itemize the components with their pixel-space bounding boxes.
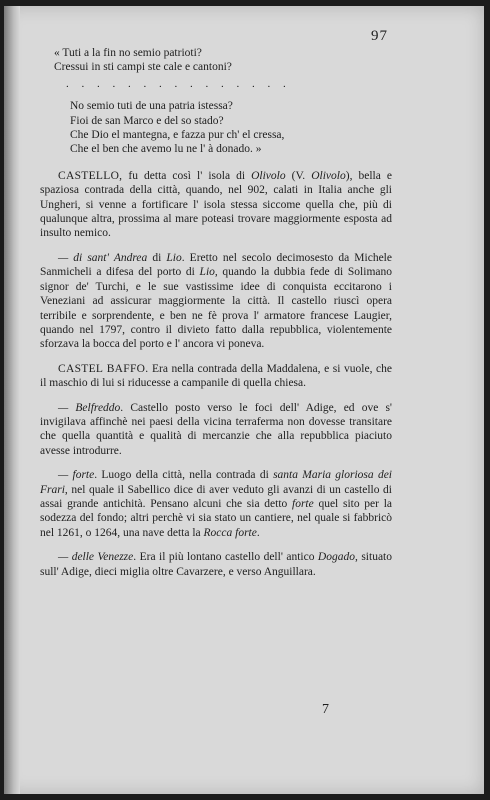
verse-line: Che Dio el mantegna, e fazza pur ch' el cressa, bbox=[70, 129, 285, 142]
ellipsis-dots: . . . . . . . . . . . . . . . bbox=[66, 77, 291, 90]
entry-castello: CASTELLO, fu detta così l' isola di Olivolo (V. Olivolo), bella e spaziosa contrada della città, quando, nel 902, calati in Italia anche gli Ungheri, si venne a fortificare l' isola stessa siccome quella che, più di qualunque altra, prossima al mare poteasi trovare maggiormente esposta ad insulto nemico. bbox=[40, 169, 392, 240]
book-page bbox=[4, 6, 484, 794]
page-gutter bbox=[4, 6, 20, 794]
verse-line: « Tuti a la fin no semio patrioti? bbox=[54, 47, 202, 59]
verse-stanza-1 bbox=[40, 46, 392, 75]
signature-mark: 7 bbox=[322, 702, 329, 717]
verse-line: No semio tuti de una patria istessa? bbox=[70, 100, 233, 113]
entry-forte: — forte. Luogo della città, nella contrada di santa Maria gloriosa dei Frari, nel quale il Sabellico dice di aver veduto gli avanzi di un castello di assai grande antichità. Pensano alcuni che sia detto forte quel sito per la sodezza del fondo; altri perchè vi sia stato un cantiere, nel quale si fabbricò nel 1261, o 1264, una nave detta la Rocca forte. bbox=[40, 469, 392, 539]
entry-sant-andrea: — di sant' Andrea di Lio. Eretto nel secolo decimosesto da Michele Sanmicheli a difesa del porto di Lio, quando la dubbia fede di Solimano signor de' Turchi, e le sue vastissime idee di conquista eccitarono i Veneziani ad assicurar maggiormente la città. Il castello riuscì opera terribile e sorprendente, e ben ne fè prova l' armatore francese Laugier, quando nel 1797, contro il divieto fatto dalla repubblica, violentemente sforzava la bocca del porto e l' ancora vi poneva. bbox=[40, 251, 392, 351]
verse-line: Che el ben che avemo lu ne l' à donado. » bbox=[70, 143, 262, 156]
entry-castel-baffo: CASTEL BAFFO. Era nella contrada della Maddalena, e si vuole, che il maschio di lui si riducesse a campanile di quella chiesa. bbox=[40, 362, 392, 390]
verse-stanza-2 bbox=[40, 99, 392, 157]
entry-belfreddo: — Belfreddo. Castello posto verso le foci dell' Adige, ed ove s' invigilava affinchè nei paesi della vicina terraferma non dovesse transitare che quella quantità e qualità di mercanzie che alla repubblica piaciuto avesse introdurre. bbox=[40, 401, 392, 457]
page-text bbox=[40, 46, 392, 579]
page-number: 97 bbox=[371, 28, 388, 44]
verse-line: Fioi de san Marco e del so stado? bbox=[70, 114, 224, 127]
entry-venezze: — delle Venezze. Era il più lontano castello dell' antico Dogado, situato sull' Adige, dieci miglia oltre Cavarzere, e verso Anguillara. bbox=[40, 551, 392, 578]
verse-line: Cressui in sti campi ste cale e cantoni? bbox=[54, 61, 232, 74]
